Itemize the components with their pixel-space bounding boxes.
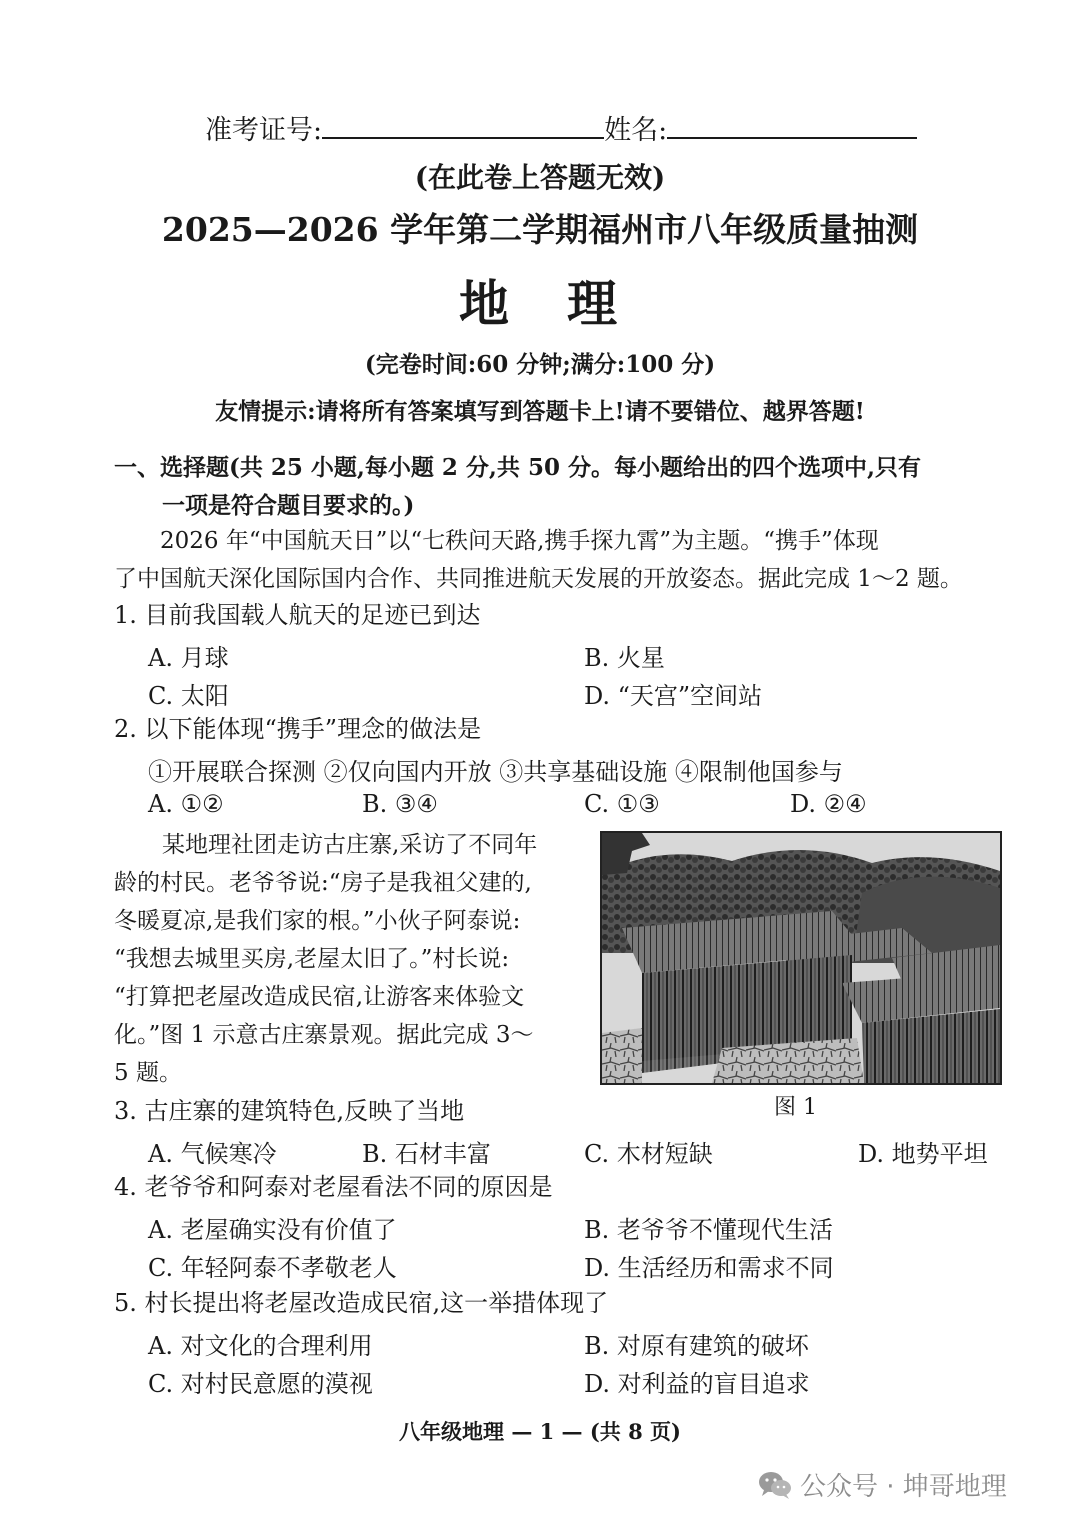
exam-title: 2025—2026 学年第二学期福州市八年级质量抽测 [161, 210, 919, 249]
q4-option-d: D. 生活经历和需求不同 [584, 1254, 834, 1282]
passage2-line1: 某地理社团走访古庄寨,采访了不同年 [162, 832, 538, 858]
subject-title: 地 理 [459, 274, 621, 333]
q5-option-b: B. 对原有建筑的破坏 [584, 1332, 809, 1360]
admission-label: 准考证号: [205, 115, 323, 146]
time-info: (完卷时间:60 分钟;满分:100 分) [364, 351, 716, 378]
passage2-line5: “打算把老屋改造成民宿,让游客来体验文 [114, 984, 525, 1010]
q5-option-d: D. 对利益的盲目追求 [584, 1370, 810, 1398]
q4-option-b: B. 老爷爷不懂现代生活 [584, 1216, 833, 1244]
q5-stem: 5. 村长提出将老屋改造成民宿,这一举措体现了 [114, 1289, 609, 1317]
passage2-line2: 龄的村民。老爷爷说:“房子是我祖父建的, [114, 870, 532, 896]
q1-option-b: B. 火星 [584, 644, 665, 672]
friendly-tip: 友情提示:请将所有答案填写到答题卡上!请不要错位、越界答题! [215, 398, 865, 425]
figure-caption: 图 1 [774, 1095, 817, 1120]
q3-stem: 3. 古庄寨的建筑特色,反映了当地 [114, 1097, 465, 1125]
section-heading-line1: 一、选择题(共 25 小题,每小题 2 分,共 50 分。每小题给出的四个选项中,只有 [114, 454, 921, 481]
q2-option-d: D. ②④ [790, 790, 867, 818]
q3-option-c: C. 木材短缺 [584, 1140, 713, 1168]
q4-option-a: A. 老屋确实没有价值了 [148, 1216, 397, 1244]
invalid-notice: (在此卷上答题无效) [414, 161, 666, 194]
q3-option-a: A. 气候寒冷 [148, 1140, 277, 1168]
name-label: 姓名: [604, 115, 668, 146]
admission-blank [322, 113, 604, 139]
passage2-line4: “我想去城里买房,老屋太旧了。”村长说: [114, 946, 510, 972]
q2-option-a: A. ①② [148, 790, 224, 818]
q2-items: ①开展联合探测 ②仅向国内开放 ③共享基础设施 ④限制他国参与 [148, 758, 843, 786]
watermark-text: 公众号 · 坤哥地理 [800, 1472, 1007, 1502]
q1-option-d: D. “天宫”空间站 [584, 682, 763, 710]
q2-option-c: C. ①③ [584, 790, 660, 818]
passage2-line7: 5 题。 [114, 1060, 182, 1086]
wechat-icon [758, 1470, 792, 1500]
q1-option-c: C. 太阳 [148, 682, 229, 710]
passage1-line2: 了中国航天深化国际国内合作、共同推进航天发展的开放姿态。据此完成 1～2 题。 [114, 566, 963, 592]
q2-stem: 2. 以下能体现“携手”理念的做法是 [114, 715, 482, 743]
name-blank [667, 113, 917, 139]
q3-option-b: B. 石材丰富 [362, 1140, 491, 1168]
village-photo [600, 831, 1002, 1085]
q1-option-a: A. 月球 [148, 644, 229, 672]
q1-stem: 1. 目前我国载人航天的足迹已到达 [114, 601, 481, 629]
passage1-line1: 2026 年“中国航天日”以“七秩问天路,携手探九霄”为主题。“携手”体现 [160, 528, 879, 554]
section-heading-line2: 一项是符合题目要求的。) [162, 492, 415, 519]
q5-option-a: A. 对文化的合理利用 [148, 1332, 373, 1360]
passage2-line3: 冬暖夏凉,是我们家的根。”小伙子阿泰说: [114, 908, 521, 934]
passage2-line6: 化。”图 1 示意古庄寨景观。据此完成 3～ [114, 1022, 534, 1048]
q5-option-c: C. 对村民意愿的漠视 [148, 1370, 373, 1398]
q2-option-b: B. ③④ [362, 790, 438, 818]
q4-stem: 4. 老爷爷和阿泰对老屋看法不同的原因是 [114, 1173, 553, 1201]
q3-option-d: D. 地势平坦 [858, 1140, 988, 1168]
q4-option-c: C. 年轻阿泰不孝敬老人 [148, 1254, 397, 1282]
page-footer: 八年级地理 — 1 — (共 8 页) [399, 1419, 681, 1444]
admission-number-field [205, 108, 917, 147]
watermark [758, 1466, 1007, 1503]
